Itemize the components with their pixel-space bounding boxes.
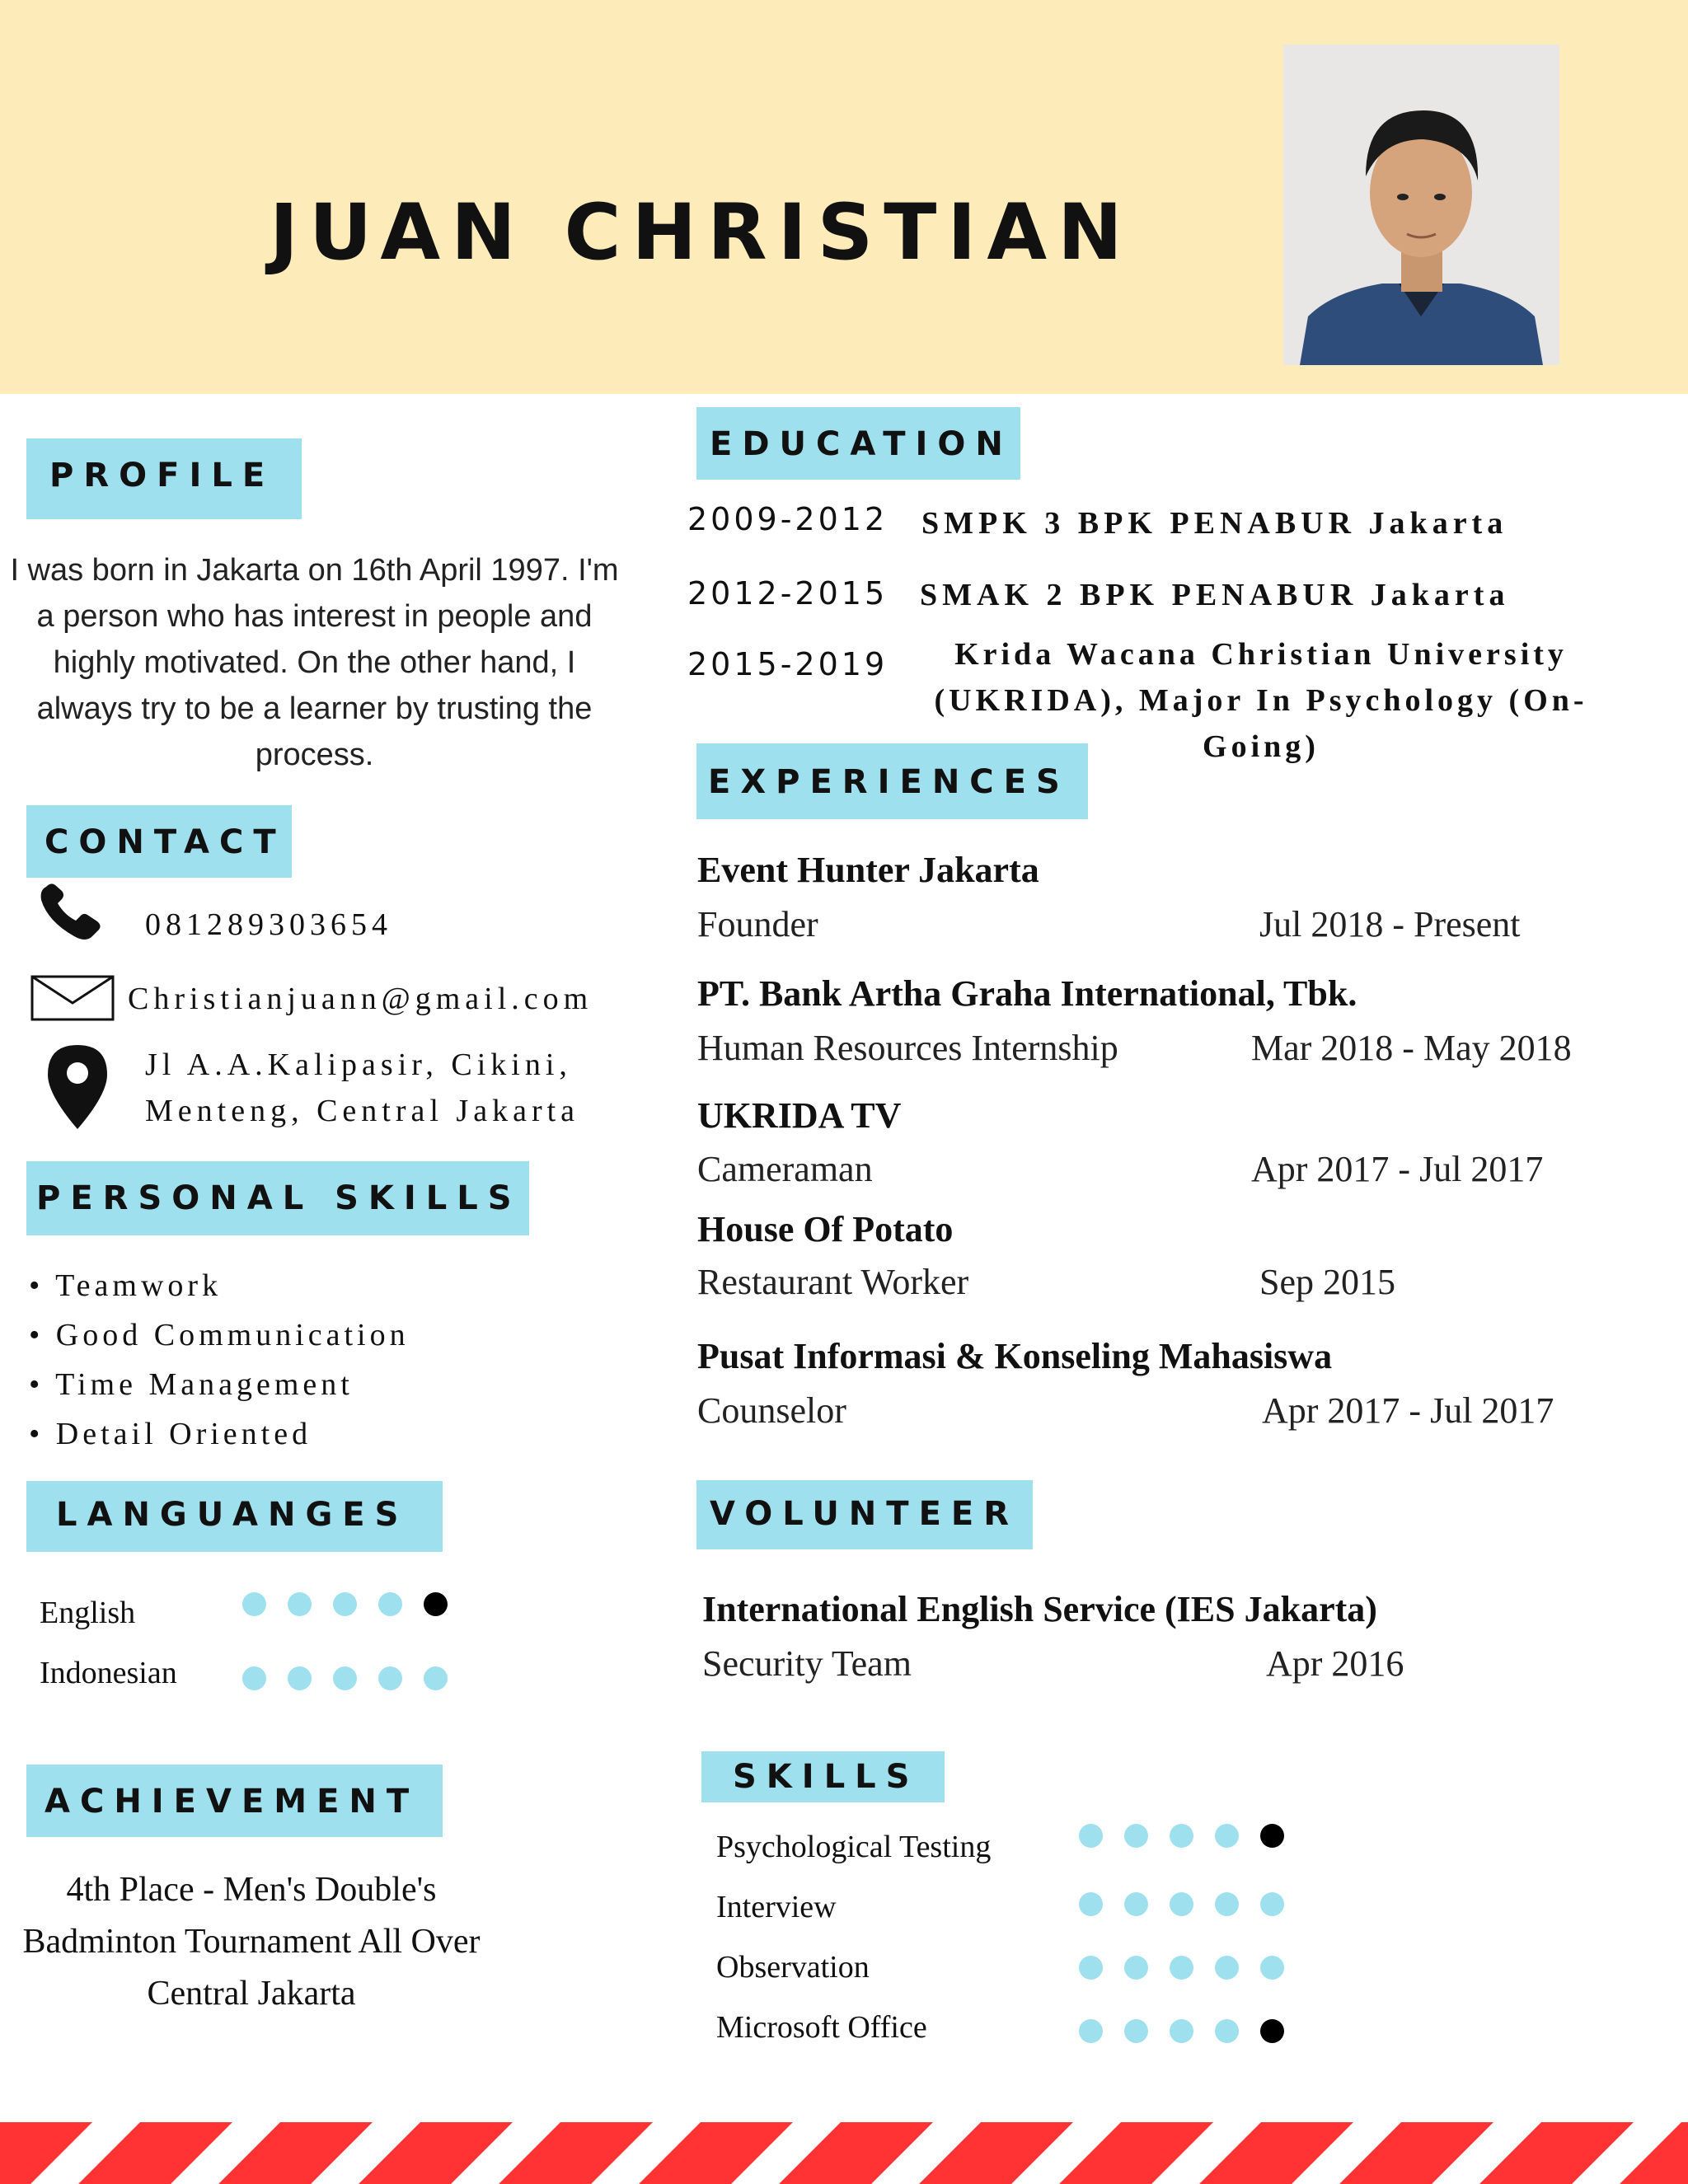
rating-dot bbox=[378, 1592, 402, 1616]
experience-role: Human Resources Internship bbox=[697, 1028, 1118, 1068]
language-indonesian: Indonesian bbox=[40, 1656, 177, 1690]
rating-dot bbox=[1215, 1956, 1239, 1980]
rating-dot bbox=[1170, 1824, 1193, 1848]
rating-dot bbox=[1079, 1892, 1103, 1916]
phone-number: 081289303654 bbox=[145, 907, 392, 942]
rating-dot bbox=[1124, 1892, 1148, 1916]
rating-dot bbox=[1170, 1956, 1193, 1980]
education-school: Krida Wacana Christian University (UKRIDA), Major In Psychology (On-Going) bbox=[934, 637, 1588, 764]
rating-dot bbox=[1124, 1824, 1148, 1848]
rating-dot bbox=[1215, 2019, 1239, 2043]
email-icon bbox=[30, 975, 115, 1021]
address-line-1: Jl A.A.Kalipasir, Cikini, bbox=[145, 1047, 572, 1082]
stripe bbox=[1339, 2122, 1493, 2184]
education-years: 2012-2015 bbox=[687, 575, 889, 612]
skill-psychological-testing: Psychological Testing bbox=[716, 1830, 992, 1864]
experience-period: Mar 2018 - May 2018 bbox=[1251, 1028, 1572, 1068]
experience-company: Pusat Informasi & Konseling Mahasiswa bbox=[697, 1336, 1333, 1376]
rating-dot bbox=[242, 1592, 266, 1616]
profile-heading: PROFILE bbox=[26, 438, 302, 519]
experience-period: Apr 2017 - Jul 2017 bbox=[1262, 1390, 1554, 1431]
achievement-text: 4th Place - Men's Double's Badminton Tournament All Over Central Jakarta bbox=[22, 1871, 481, 2013]
achievement-heading: ACHIEVEMENT bbox=[26, 1765, 443, 1837]
stripe bbox=[359, 2122, 513, 2184]
contact-heading: CONTACT bbox=[26, 805, 292, 878]
language-english-rating bbox=[242, 1592, 469, 1616]
stripe bbox=[0, 2122, 92, 2184]
rating-dot bbox=[333, 1592, 357, 1616]
stripe bbox=[779, 2122, 933, 2184]
volunteer-period: Apr 2016 bbox=[1266, 1643, 1404, 1684]
profile-text: I was born in Jakarta on 16th April 1997. I'm a person who has interest in people and highly motivated. On the other hand, I always try to be a learner by trusting the process. bbox=[10, 553, 619, 772]
education-years: 2015-2019 bbox=[687, 646, 889, 682]
list-item: • Detail Oriented bbox=[29, 1417, 312, 1451]
experience-role: Cameraman bbox=[697, 1149, 873, 1189]
skill-interview-rating bbox=[1079, 1892, 1306, 1916]
experience-company: UKRIDA TV bbox=[697, 1095, 902, 1136]
rating-dot bbox=[242, 1666, 266, 1690]
rating-dot bbox=[378, 1666, 402, 1690]
education-years: 2009-2012 bbox=[687, 501, 889, 537]
skill-microsoft-office: Microsoft Office bbox=[716, 2010, 927, 2045]
rating-dot bbox=[1215, 1824, 1239, 1848]
rating-dot bbox=[1260, 1956, 1284, 1980]
skill-observation: Observation bbox=[716, 1950, 870, 1985]
volunteer-role: Security Team bbox=[702, 1643, 912, 1684]
education-school: SMPK 3 BPK PENABUR Jakarta bbox=[921, 506, 1508, 541]
rating-dot-marker bbox=[424, 1592, 448, 1616]
rating-dot bbox=[1260, 1892, 1284, 1916]
rating-dot bbox=[1079, 1956, 1103, 1980]
rating-dot bbox=[288, 1666, 312, 1690]
languages-heading: LANGUANGES bbox=[26, 1481, 443, 1552]
stripe bbox=[1059, 2122, 1213, 2184]
stripe bbox=[919, 2122, 1073, 2184]
experience-role: Founder bbox=[697, 904, 818, 944]
skill-psychological-testing-rating bbox=[1079, 1824, 1306, 1848]
experience-company: House Of Potato bbox=[697, 1209, 954, 1249]
stripe bbox=[1199, 2122, 1353, 2184]
skill-microsoft-office-rating bbox=[1079, 2019, 1306, 2043]
education-heading: EDUCATION bbox=[696, 407, 1020, 480]
rating-dot bbox=[1124, 2019, 1148, 2043]
experience-company: PT. Bank Artha Graha International, Tbk. bbox=[697, 973, 1357, 1014]
rating-dot bbox=[424, 1666, 448, 1690]
list-item: • Time Management bbox=[29, 1367, 354, 1402]
rating-dot bbox=[288, 1592, 312, 1616]
skill-observation-rating bbox=[1079, 1956, 1306, 1980]
rating-dot bbox=[1079, 1824, 1103, 1848]
profile-photo bbox=[1283, 45, 1559, 365]
skills-heading: SKILLS bbox=[701, 1751, 945, 1802]
stripe bbox=[78, 2122, 232, 2184]
rating-dot-marker bbox=[1260, 2019, 1284, 2043]
volunteer-organization: International English Service (IES Jakarta) bbox=[702, 1589, 1377, 1629]
candidate-name: JUAN CHRISTIAN bbox=[270, 188, 1133, 278]
personal-skills-list bbox=[29, 1261, 410, 1459]
rating-dot bbox=[1079, 2019, 1103, 2043]
rating-dot bbox=[1124, 1956, 1148, 1980]
volunteer-heading: VOLUNTEER bbox=[696, 1480, 1033, 1549]
personal-skills-heading: PERSONAL SKILLS bbox=[26, 1161, 529, 1235]
experience-company: Event Hunter Jakarta bbox=[697, 850, 1039, 890]
rating-dot bbox=[1170, 1892, 1193, 1916]
experience-role: Counselor bbox=[697, 1390, 846, 1431]
skill-interview: Interview bbox=[716, 1890, 837, 1924]
stripe bbox=[1479, 2122, 1634, 2184]
language-english: English bbox=[40, 1596, 136, 1630]
experiences-heading: EXPERIENCES bbox=[696, 743, 1088, 819]
experience-period: Apr 2017 - Jul 2017 bbox=[1251, 1149, 1544, 1189]
education-school: SMAK 2 BPK PENABUR Jakarta bbox=[920, 578, 1510, 612]
experience-role: Restaurant Worker bbox=[697, 1262, 969, 1302]
experience-period: Sep 2015 bbox=[1259, 1262, 1395, 1302]
phone-icon bbox=[38, 883, 104, 943]
stripe bbox=[639, 2122, 793, 2184]
rating-dot-marker bbox=[1260, 1824, 1284, 1848]
location-pin-icon bbox=[46, 1043, 109, 1131]
address-line-2: Menteng, Central Jakarta bbox=[145, 1094, 580, 1128]
language-indonesian-rating bbox=[242, 1666, 469, 1690]
rating-dot bbox=[333, 1666, 357, 1690]
decorative-stripes bbox=[0, 2122, 1688, 2184]
list-item: • Teamwork bbox=[29, 1268, 223, 1303]
stripe bbox=[499, 2122, 653, 2184]
list-item: • Good Communication bbox=[29, 1318, 410, 1352]
experience-period: Jul 2018 - Present bbox=[1259, 904, 1521, 944]
stripe bbox=[1620, 2122, 1688, 2184]
email-address: Christianjuann@gmail.com bbox=[128, 982, 593, 1016]
rating-dot bbox=[1215, 1892, 1239, 1916]
rating-dot bbox=[1170, 2019, 1193, 2043]
stripe bbox=[218, 2122, 373, 2184]
